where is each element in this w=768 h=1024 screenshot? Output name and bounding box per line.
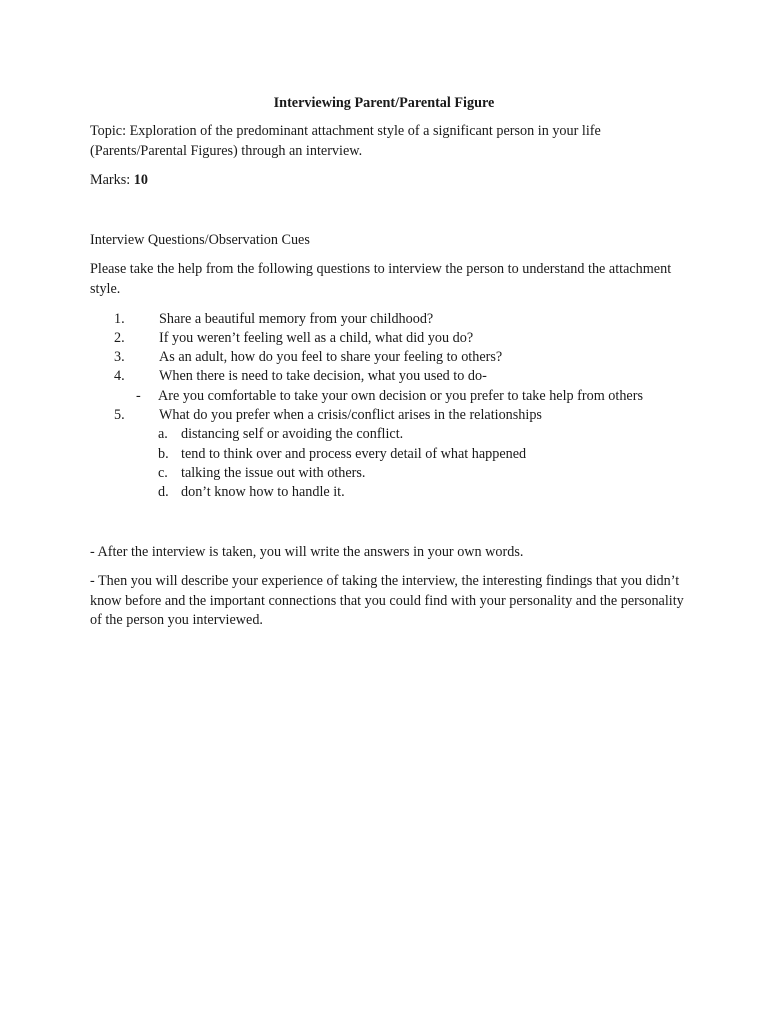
option-text: don’t know how to handle it. xyxy=(181,484,345,500)
question-text: As an adult, how do you feel to share your feeling to others? xyxy=(159,349,503,365)
option-letter: a. xyxy=(158,426,168,442)
question-number: 3. xyxy=(114,349,125,365)
option-letter: d. xyxy=(158,484,169,500)
option-text: distancing self or avoiding the conflict. xyxy=(181,426,404,442)
question-text: Share a beautiful memory from your childhood? xyxy=(159,311,434,327)
question-text: When there is need to take decision, what you used to do- xyxy=(159,368,487,384)
intro-paragraph: Please take the help from the following questions to interview the person to understand the attachment style. xyxy=(90,261,672,297)
option-text: talking the issue out with others. xyxy=(181,465,366,481)
question-text: If you weren’t feeling well as a child, what did you do? xyxy=(159,330,474,346)
describe-experience-paragraph: - Then you will describe your experience of taking the interview, the interesting findings that you didn’t know before and the important connections that you could find with your personality and the personality of the person you interviewed. xyxy=(90,573,684,628)
question-number: 2. xyxy=(114,330,125,346)
question-number: 4. xyxy=(114,368,125,384)
option-letter: c. xyxy=(158,465,168,481)
marks-label: Marks: xyxy=(90,172,134,188)
marks-value: 10 xyxy=(133,172,148,188)
option-text: tend to think over and process every detail of what happened xyxy=(181,446,527,462)
document-title: Interviewing Parent/Parental Figure xyxy=(273,95,495,111)
marks-line xyxy=(90,171,148,191)
topic-paragraph: Topic: Exploration of the predominant attachment style of a significant person in your life (Parents/Parental Figures) through an interview. xyxy=(90,123,601,159)
dash-bullet: - xyxy=(136,388,141,404)
cues-heading: Interview Questions/Observation Cues xyxy=(90,232,310,248)
subitem-text: Are you comfortable to take your own decision or you prefer to take help from others xyxy=(158,388,643,404)
question-number: 1. xyxy=(114,311,125,327)
question-number: 5. xyxy=(114,407,125,423)
after-interview-paragraph: - After the interview is taken, you will write the answers in your own words. xyxy=(90,544,524,560)
question-text: What do you prefer when a crisis/conflict arises in the relationships xyxy=(159,407,542,423)
option-letter: b. xyxy=(158,446,169,462)
